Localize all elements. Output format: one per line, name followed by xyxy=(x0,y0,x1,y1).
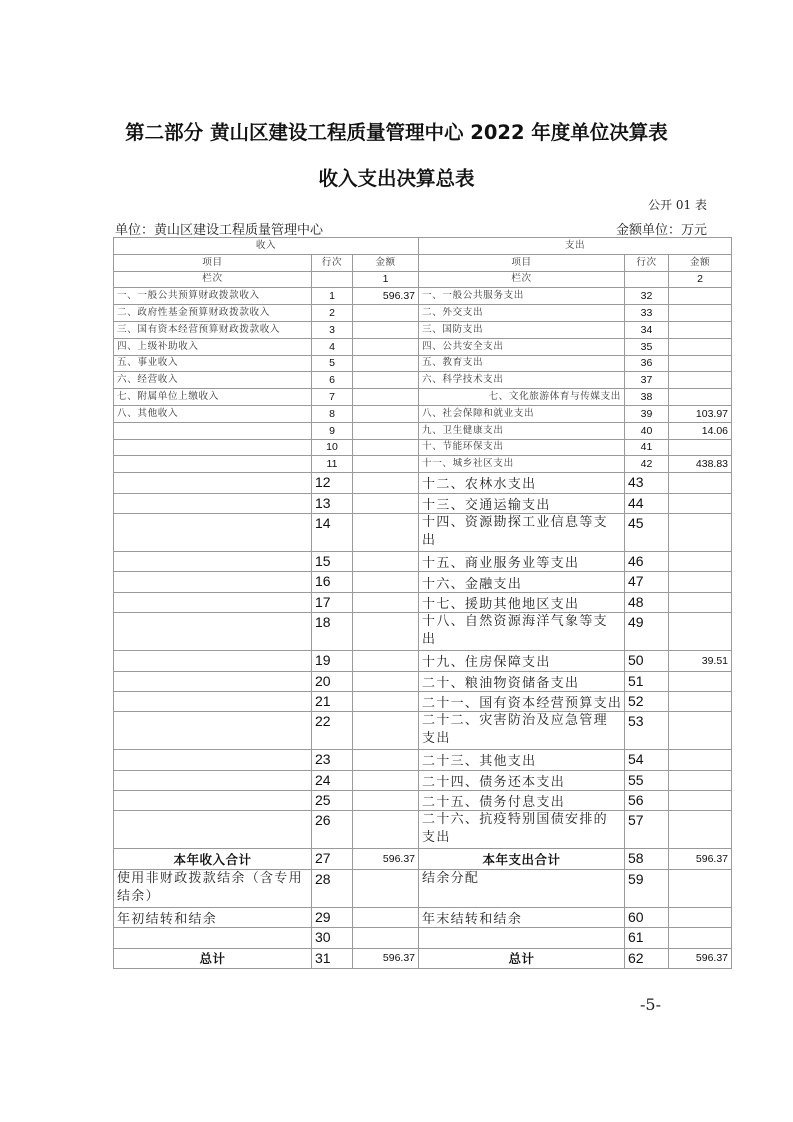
income-amount xyxy=(353,389,419,406)
income-row-number: 11 xyxy=(312,456,353,473)
income-amount xyxy=(353,770,419,790)
expense-item: 一、一般公共服务支出 xyxy=(419,288,625,305)
expense-amount xyxy=(669,691,732,711)
expense-amount xyxy=(669,770,732,790)
income-amount xyxy=(353,869,419,907)
table-row xyxy=(114,750,732,770)
expense-item: 十一、城乡社区支出 xyxy=(419,456,625,473)
income-item xyxy=(114,473,312,493)
income-amount xyxy=(353,338,419,355)
income-amount xyxy=(353,355,419,372)
expense-amount xyxy=(669,869,732,907)
income-amount xyxy=(353,928,419,948)
table-row xyxy=(114,473,732,493)
expense-item: 二十一、国有资本经营预算支出 xyxy=(419,691,625,711)
expense-item: 十五、商业服务业等支出 xyxy=(419,551,625,571)
income-item xyxy=(114,811,312,849)
income-col-amount: 金额 xyxy=(353,254,419,271)
expense-amount: 103.97 xyxy=(669,405,732,422)
income-row-number: 21 xyxy=(312,691,353,711)
expense-col-row: 行次 xyxy=(625,254,669,271)
expense-lanci: 栏次 xyxy=(419,271,625,288)
expense-row-number: 33 xyxy=(625,305,669,322)
expense-row-number: 47 xyxy=(625,572,669,592)
income-lanci-row xyxy=(312,271,353,288)
table-row xyxy=(114,439,732,456)
table-row xyxy=(114,691,732,711)
income-row-number: 2 xyxy=(312,305,353,322)
income-row-number: 10 xyxy=(312,439,353,456)
income-row-number: 20 xyxy=(312,671,353,691)
income-item xyxy=(114,671,312,691)
expense-amount xyxy=(669,288,732,305)
income-item xyxy=(114,613,312,651)
expense-amount xyxy=(669,372,732,389)
expense-item: 年末结转和结余 xyxy=(419,907,625,927)
expense-amount: 39.51 xyxy=(669,651,732,671)
expense-item: 十二、农林水支出 xyxy=(419,473,625,493)
expense-item: 二十、粮油物资储备支出 xyxy=(419,671,625,691)
expense-row-number: 41 xyxy=(625,439,669,456)
expense-amount xyxy=(669,572,732,592)
income-row-number: 3 xyxy=(312,321,353,338)
income-item xyxy=(114,791,312,811)
income-amount xyxy=(353,811,419,849)
income-amount xyxy=(353,651,419,671)
income-item: 六、经营收入 xyxy=(114,372,312,389)
income-amount xyxy=(353,691,419,711)
income-item xyxy=(114,928,312,948)
expense-item: 二十五、债务付息支出 xyxy=(419,791,625,811)
expense-amount xyxy=(669,473,732,493)
expense-row-number: 36 xyxy=(625,355,669,372)
document-title: 第二部分 黄山区建设工程质量管理中心 2022 年度单位决算表 xyxy=(125,121,668,144)
income-expense-table xyxy=(113,237,732,969)
section-header-row xyxy=(114,238,732,255)
expense-item: 八、社会保障和就业支出 xyxy=(419,405,625,422)
income-amount xyxy=(353,791,419,811)
expense-row-number: 38 xyxy=(625,389,669,406)
table-row xyxy=(114,770,732,790)
expense-row-number: 42 xyxy=(625,456,669,473)
expense-row-number: 48 xyxy=(625,592,669,612)
expense-amount xyxy=(669,712,732,750)
income-col-item: 项目 xyxy=(114,254,312,271)
income-row-number: 9 xyxy=(312,422,353,439)
expense-amount xyxy=(669,907,732,927)
income-item: 三、国有资本经营预算财政拨款收入 xyxy=(114,321,312,338)
table-row xyxy=(114,305,732,322)
table-row xyxy=(114,928,732,948)
table-row xyxy=(114,948,732,968)
page-number: -5- xyxy=(640,995,661,1014)
table-row xyxy=(114,671,732,691)
expense-amount xyxy=(669,338,732,355)
table-title: 收入支出决算总表 xyxy=(318,167,475,190)
income-col-number: 1 xyxy=(353,271,419,288)
expense-row-number: 32 xyxy=(625,288,669,305)
income-amount xyxy=(353,405,419,422)
expense-row-number: 55 xyxy=(625,770,669,790)
expense-item: 七、文化旅游体育与传媒支出 xyxy=(419,389,625,406)
income-item: 七、附属单位上缴收入 xyxy=(114,389,312,406)
income-amount xyxy=(353,439,419,456)
income-item: 五、事业收入 xyxy=(114,355,312,372)
income-row-number: 13 xyxy=(312,493,353,513)
table-row xyxy=(114,372,732,389)
expense-row-number: 62 xyxy=(625,948,669,968)
expense-amount xyxy=(669,321,732,338)
income-item: 年初结转和结余 xyxy=(114,907,312,927)
expense-item: 十八、自然资源海洋气象等支出 xyxy=(419,613,625,651)
income-row-number: 18 xyxy=(312,613,353,651)
income-item xyxy=(114,651,312,671)
table-row xyxy=(114,288,732,305)
expense-row-number: 44 xyxy=(625,493,669,513)
income-item: 使用非财政拨款结余（含专用结余） xyxy=(114,869,312,907)
income-amount xyxy=(353,671,419,691)
income-item xyxy=(114,439,312,456)
expense-item: 四、公共安全支出 xyxy=(419,338,625,355)
income-item xyxy=(114,691,312,711)
expense-row-number: 52 xyxy=(625,691,669,711)
income-amount xyxy=(353,513,419,551)
table-row xyxy=(114,869,732,907)
expense-row-number: 35 xyxy=(625,338,669,355)
expense-row-number: 46 xyxy=(625,551,669,571)
expense-lanci-row xyxy=(625,271,669,288)
expense-row-number: 40 xyxy=(625,422,669,439)
expense-row-number: 54 xyxy=(625,750,669,770)
expense-row-number: 51 xyxy=(625,671,669,691)
table-row xyxy=(114,592,732,612)
expense-item: 二十四、债务还本支出 xyxy=(419,770,625,790)
expense-amount xyxy=(669,493,732,513)
expense-amount xyxy=(669,439,732,456)
table-row xyxy=(114,791,732,811)
income-row-number: 28 xyxy=(312,869,353,907)
income-item xyxy=(114,572,312,592)
expense-amount xyxy=(669,750,732,770)
expense-item xyxy=(419,928,625,948)
income-item: 总计 xyxy=(114,948,312,968)
income-item: 八、其他收入 xyxy=(114,405,312,422)
income-row-number: 6 xyxy=(312,372,353,389)
expense-header: 支出 xyxy=(419,238,732,255)
expense-col-item: 项目 xyxy=(419,254,625,271)
table-row xyxy=(114,456,732,473)
expense-amount xyxy=(669,928,732,948)
expense-item: 九、卫生健康支出 xyxy=(419,422,625,439)
expense-row-number: 56 xyxy=(625,791,669,811)
income-row-number: 1 xyxy=(312,288,353,305)
income-item xyxy=(114,456,312,473)
income-amount xyxy=(353,372,419,389)
expense-amount xyxy=(669,791,732,811)
expense-item: 十九、住房保障支出 xyxy=(419,651,625,671)
table-row xyxy=(114,493,732,513)
income-row-number: 8 xyxy=(312,405,353,422)
expense-row-number: 43 xyxy=(625,473,669,493)
income-item xyxy=(114,592,312,612)
income-item xyxy=(114,513,312,551)
table-code: 公开 01 表 xyxy=(648,198,707,212)
income-row-number: 23 xyxy=(312,750,353,770)
income-item xyxy=(114,551,312,571)
income-amount: 596.37 xyxy=(353,288,419,305)
expense-amount: 438.83 xyxy=(669,456,732,473)
table-row xyxy=(114,321,732,338)
expense-amount xyxy=(669,305,732,322)
table-row xyxy=(114,513,732,551)
income-row-number: 19 xyxy=(312,651,353,671)
expense-amount xyxy=(669,592,732,612)
table-row xyxy=(114,907,732,927)
income-amount xyxy=(353,305,419,322)
table-row xyxy=(114,422,732,439)
expense-item: 五、教育支出 xyxy=(419,355,625,372)
expense-item: 十七、援助其他地区支出 xyxy=(419,592,625,612)
expense-row-number: 58 xyxy=(625,849,669,869)
expense-item: 结余分配 xyxy=(419,869,625,907)
table-row xyxy=(114,651,732,671)
expense-col-number: 2 xyxy=(669,271,732,288)
expense-amount xyxy=(669,389,732,406)
income-amount xyxy=(353,572,419,592)
income-row-number: 16 xyxy=(312,572,353,592)
expense-amount xyxy=(669,513,732,551)
expense-amount xyxy=(669,811,732,849)
expense-row-number: 59 xyxy=(625,869,669,907)
amount-unit: 金额单位：万元 xyxy=(615,223,707,238)
expense-row-number: 45 xyxy=(625,513,669,551)
income-row-number: 14 xyxy=(312,513,353,551)
expense-item: 二、外交支出 xyxy=(419,305,625,322)
expense-row-number: 49 xyxy=(625,613,669,651)
table-row xyxy=(114,389,732,406)
expense-amount xyxy=(669,613,732,651)
income-row-number: 26 xyxy=(312,811,353,849)
expense-row-number: 50 xyxy=(625,651,669,671)
expense-amount: 14.06 xyxy=(669,422,732,439)
expense-row-number: 60 xyxy=(625,907,669,927)
income-amount xyxy=(353,712,419,750)
expense-col-amount: 金额 xyxy=(669,254,732,271)
income-row-number: 22 xyxy=(312,712,353,750)
income-item xyxy=(114,770,312,790)
expense-row-number: 34 xyxy=(625,321,669,338)
income-amount xyxy=(353,321,419,338)
expense-item: 二十三、其他支出 xyxy=(419,750,625,770)
income-row-number: 5 xyxy=(312,355,353,372)
table-row xyxy=(114,355,732,372)
table-row xyxy=(114,613,732,651)
income-row-number: 17 xyxy=(312,592,353,612)
unit-label: 单位：黄山区建设工程质量管理中心 xyxy=(115,223,324,238)
income-item xyxy=(114,712,312,750)
table-row xyxy=(114,849,732,869)
expense-item: 十六、金融支出 xyxy=(419,572,625,592)
expense-row-number: 57 xyxy=(625,811,669,849)
income-amount xyxy=(353,493,419,513)
table-row xyxy=(114,811,732,849)
income-row-number: 30 xyxy=(312,928,353,948)
expense-item: 十四、资源勘探工业信息等支出 xyxy=(419,513,625,551)
column-header-row xyxy=(114,254,732,271)
expense-item: 十、节能环保支出 xyxy=(419,439,625,456)
lanci-row xyxy=(114,271,732,288)
income-item xyxy=(114,493,312,513)
table-row xyxy=(114,405,732,422)
expense-item: 二十二、灾害防治及应急管理支出 xyxy=(419,712,625,750)
expense-amount xyxy=(669,671,732,691)
income-amount xyxy=(353,456,419,473)
expense-item: 十三、交通运输支出 xyxy=(419,493,625,513)
income-row-number: 15 xyxy=(312,551,353,571)
income-header: 收入 xyxy=(114,238,419,255)
income-item xyxy=(114,422,312,439)
table-row xyxy=(114,712,732,750)
expense-amount: 596.37 xyxy=(669,849,732,869)
income-row-number: 27 xyxy=(312,849,353,869)
income-amount xyxy=(353,551,419,571)
income-amount xyxy=(353,422,419,439)
table-row xyxy=(114,572,732,592)
expense-row-number: 39 xyxy=(625,405,669,422)
expense-item: 六、科学技术支出 xyxy=(419,372,625,389)
income-lanci: 栏次 xyxy=(114,271,312,288)
income-col-row: 行次 xyxy=(312,254,353,271)
income-row-number: 31 xyxy=(312,948,353,968)
income-row-number: 24 xyxy=(312,770,353,790)
income-amount xyxy=(353,592,419,612)
expense-row-number: 53 xyxy=(625,712,669,750)
expense-amount: 596.37 xyxy=(669,948,732,968)
income-amount xyxy=(353,907,419,927)
income-item xyxy=(114,750,312,770)
income-amount xyxy=(353,473,419,493)
income-item: 二、政府性基金预算财政拨款收入 xyxy=(114,305,312,322)
expense-item: 本年支出合计 xyxy=(419,849,625,869)
income-item: 本年收入合计 xyxy=(114,849,312,869)
income-amount: 596.37 xyxy=(353,849,419,869)
income-row-number: 7 xyxy=(312,389,353,406)
income-amount xyxy=(353,750,419,770)
income-item: 四、上级补助收入 xyxy=(114,338,312,355)
table-row xyxy=(114,338,732,355)
expense-item: 三、国防支出 xyxy=(419,321,625,338)
expense-row-number: 61 xyxy=(625,928,669,948)
income-amount xyxy=(353,613,419,651)
expense-amount xyxy=(669,355,732,372)
income-amount: 596.37 xyxy=(353,948,419,968)
table-row xyxy=(114,551,732,571)
expense-item: 二十六、抗疫特别国债安排的支出 xyxy=(419,811,625,849)
expense-item: 总计 xyxy=(419,948,625,968)
income-row-number: 25 xyxy=(312,791,353,811)
expense-row-number: 37 xyxy=(625,372,669,389)
income-row-number: 29 xyxy=(312,907,353,927)
income-item: 一、一般公共预算财政拨款收入 xyxy=(114,288,312,305)
income-row-number: 12 xyxy=(312,473,353,493)
expense-amount xyxy=(669,551,732,571)
income-row-number: 4 xyxy=(312,338,353,355)
